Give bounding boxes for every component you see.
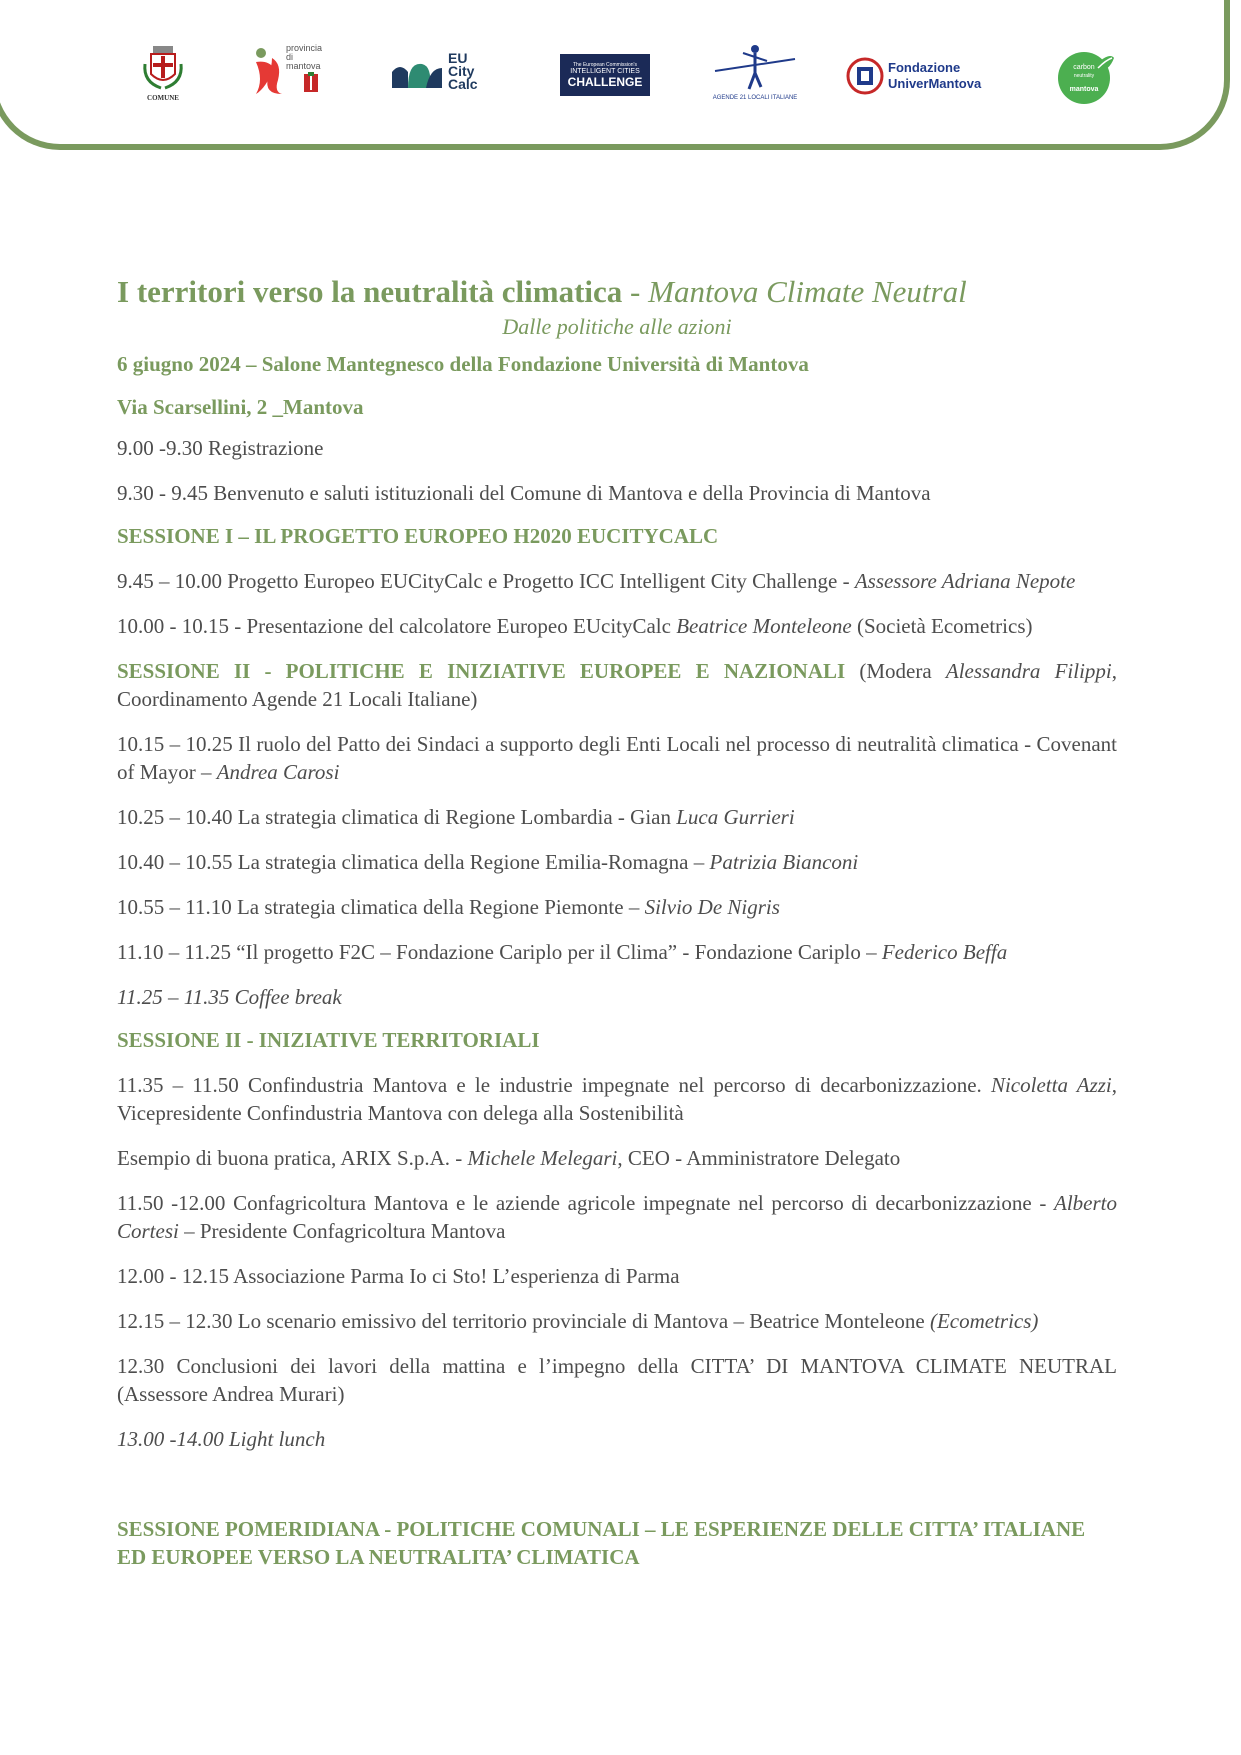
coffee-break: 11.25 – 11.35 Coffee break [117, 985, 342, 1009]
agenda-item: 10.00 - 10.15 - Presentazione del calcolatore Europeo EUcityCalc Beatrice Monteleone (Società Ecometrics) [117, 614, 1033, 638]
subtitle: Dalle politiche alle azioni [502, 314, 732, 339]
logo-bar [0, 38, 1241, 108]
session-title: SESSIONE II - POLITICHE E INIZIATIVE EUROPEE E NAZIONALI (Modera Alessandra Filippi, Coordinamento Agende 21 Locali Italiane) [117, 659, 1118, 711]
date-venue: 6 giugno 2024 – Salone Mantegnesco della Fondazione Università di Mantova [117, 352, 809, 376]
session-title: SESSIONE POMERIDIANA - POLITICHE COMUNALI – LE ESPERIENZE DELLE CITTA’ ITALIANE ED EUROPEE VERSO LA NEUTRALITA’ CLIMATICA [117, 1517, 1086, 1569]
intelligent-cities-challenge-logo: The European Commission's INTELLIGENT CITIES CHALLENGE [560, 54, 650, 96]
fondazione-univermantova-logo: Fondazione UniverMantova [846, 56, 996, 96]
address: Via Scarsellini, 2 _Mantova [117, 395, 364, 419]
comune-di-mantova-logo: COMUNE [138, 38, 188, 108]
agenda-item: 11.10 – 11.25 “Il progetto F2C – Fondazione Cariplo per il Clima” - Fondazione Cariplo – Federico Beffa [117, 940, 1008, 964]
agenda-item: 9.45 – 10.00 Progetto Europeo EUCityCalc e Progetto ICC Intelligent City Challenge - Assessore Adriana Nepote [117, 569, 1076, 593]
agenda-item: 12.30 Conclusioni dei lavori della mattina e l’impegno della CITTA’ DI MANTOVA CLIMATE NEUTRAL (Assessore Andrea Murari) [117, 1354, 1117, 1406]
agenda-item: 12.15 – 12.30 Lo scenario emissivo del territorio provinciale di Mantova – Beatrice Monteleone (Ecometrics) [117, 1309, 1039, 1333]
agenda-item: Esempio di buona pratica, ARIX S.p.A. - Michele Melegari, CEO - Amministratore Delegato [117, 1146, 901, 1170]
eu-citycalc-logo: EU City Calc [390, 52, 494, 92]
agenda-item: 10.40 – 10.55 La strategia climatica della Regione Emilia-Romagna – Patrizia Bianconi [117, 850, 859, 874]
page-title: I territori verso la neutralità climatica - Mantova Climate Neutral [117, 274, 967, 309]
agenda-item: 12.00 - 12.15 Associazione Parma Io ci Sto! L’esperienza di Parma [117, 1264, 680, 1288]
session-title: SESSIONE I – IL PROGETTO EUROPEO H2020 EUCITYCALC [117, 524, 719, 548]
agenda-item: 9.00 -9.30 Registrazione [117, 436, 324, 460]
agenda-item: 11.50 -12.00 Confagricoltura Mantova e le aziende agricole impegnate nel percorso di decarbonizzazione - Alberto Cortesi – Presidente Confagricoltura Mantova [117, 1191, 1117, 1243]
agenda-item: 11.35 – 11.50 Confindustria Mantova e le industrie impegnate nel percorso di decarbonizzazione. Nicoletta Azzi, Vicepresidente Confindustria Mantova con delega alla Sostenibilità [117, 1073, 1118, 1125]
lunch-break: 13.00 -14.00 Light lunch [117, 1427, 326, 1451]
agenda-item: 10.25 – 10.40 La strategia climatica di Regione Lombardia - Gian Luca Gurrieri [117, 805, 795, 829]
agenda-item: 10.15 – 10.25 Il ruolo del Patto dei Sindaci a supporto degli Enti Locali nel processo di neutralità climatica - Covenant of Mayor – Andrea Carosi [117, 732, 1117, 784]
session-title: SESSIONE II - INIZIATIVE TERRITORIALI [117, 1028, 540, 1052]
agenda-item: 10.55 – 11.10 La strategia climatica della Regione Piemonte – Silvio De Nigris [117, 895, 780, 919]
provincia-di-mantova-logo: provincia di mantova [252, 44, 332, 100]
agenda-item: 9.30 - 9.45 Benvenuto e saluti istituzionali del Comune di Mantova e della Provincia di Mantova [117, 481, 931, 505]
agende-21-logo: AGENDE 21 LOCALI ITALIANE [710, 40, 800, 104]
carbon-neutrality-mantova-logo: carbon neutrality mantova [1056, 48, 1120, 106]
programme [117, 274, 1117, 1589]
